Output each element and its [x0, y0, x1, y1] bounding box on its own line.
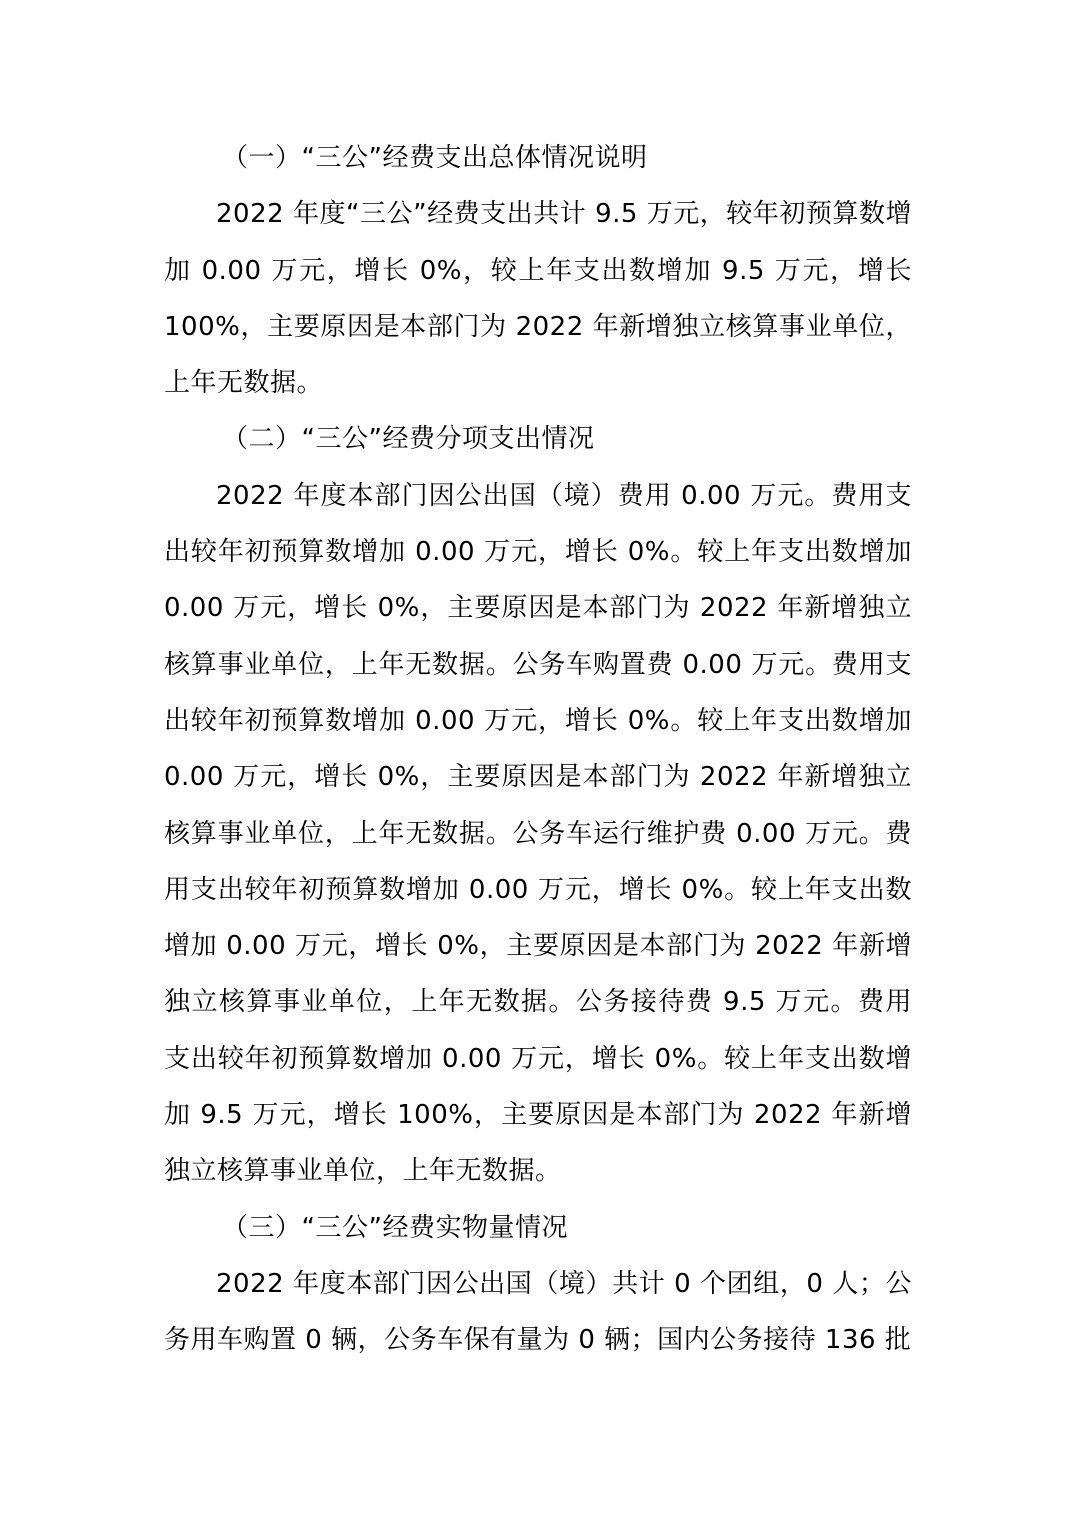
section-heading-itemized: （二）“三公”经费分项支出情况 — [222, 424, 595, 455]
section-paragraph-itemized: 2022 年度本部门因公出国（境）费用 0.00 万元。费用支出较年初预算数增加 0.00 万元，增长 0%。较上年支出数增加 0.00 万元，增长 0%，主要原因是本部门为 2022 年新增独立核算事业单位，上年无数据。公务车购置费 0.00 万元。费用支出较年初预算数增加 0.00 万元，增长 0%。较上年支出数增加 0.00 万元，增长 0%，主要原因是本部门为 2022 年新增独立核算事业单位，上年无数据。公务车运行维护费 0.00 万元。费用支出较年初预算数增加 0.00 万元，增长 0%。较上年支出数增加 0.00 万元，增长 0%，主要原因是本部门为 2022 年新增独立核算事业单位，上年无数据。公务接待费 9.5 万元。费用支出较年初预算数增加 0.00 万元，增长 0%。较上年支出数增加 9.5 万元，增长 100%，主要原因是本部门为 2022 年新增独立核算事业单位，上年无数据。 — [164, 480, 912, 1187]
section-heading-physical-quantity: （三）“三公”经费实物量情况 — [222, 1212, 568, 1243]
section-paragraph-physical-quantity: 2022 年度本部门因公出国（境）共计 0 个团组，0 人；公务用车购置 0 辆，公务车保有量为 0 辆；国内公务接待 136 批 — [164, 1268, 912, 1356]
section-heading-overall: （一）“三公”经费支出总体情况说明 — [222, 143, 648, 173]
section-paragraph-overall: 2022 年度“三公”经费支出共计 9.5 万元，较年初预算数增加 0.00 万元，增长 0%，较上年支出数增加 9.5 万元，增长 100%，主要原因是本部门为 2022 年新增独立核算事业单位，上年无数据。 — [164, 199, 912, 399]
document-body — [164, 130, 912, 1369]
